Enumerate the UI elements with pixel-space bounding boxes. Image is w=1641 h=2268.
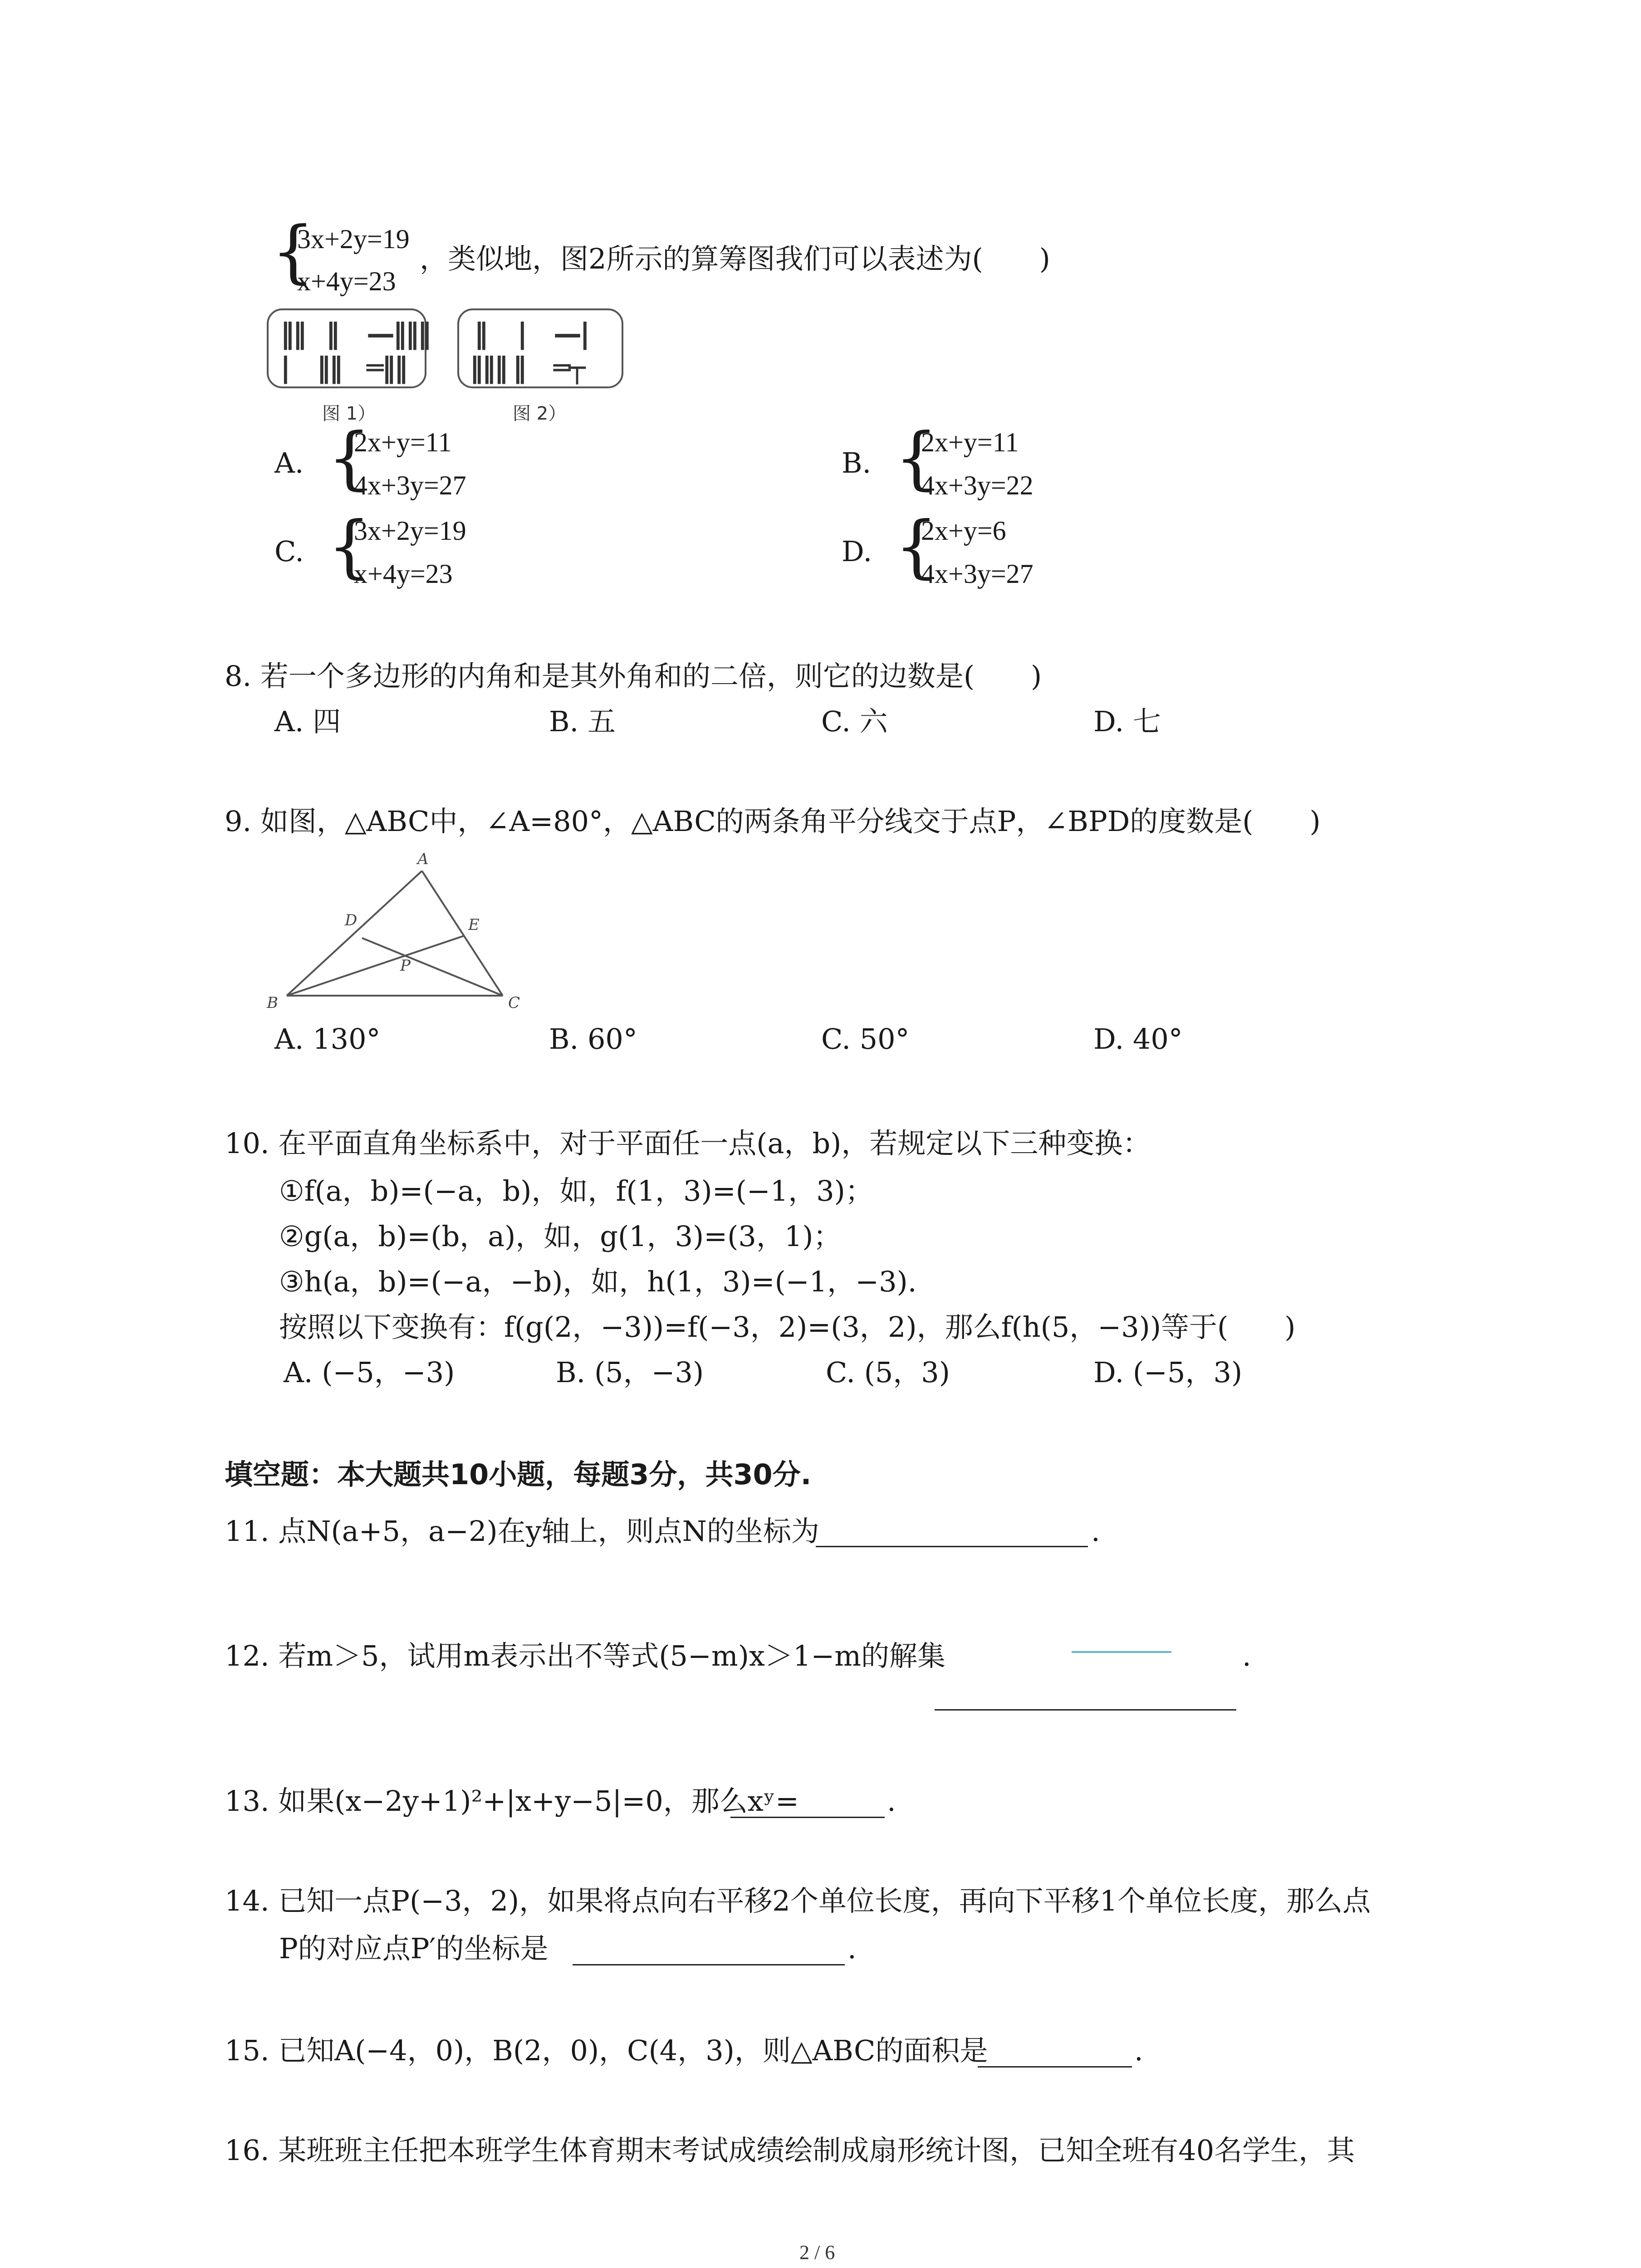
q7-option-d-eq1: 2x+y=6 [921,516,1006,546]
q9-option-d[interactable]: D. 40° [1093,1022,1183,1056]
q13-text: 13. 如果(x−2y+1)²+|x+y−5|=0，那么xʸ= [225,1784,799,1818]
q7-option-a-eq2: 4x+3y=27 [354,470,466,500]
q11-text: 11. 点N(a+5，a−2)在y轴上，则点N的坐标为 [225,1515,819,1548]
q13-answer-blank[interactable] [730,1817,885,1818]
fig2-rods-r2c2: ‖ [513,351,525,384]
q8-option-c[interactable]: C. 六 [821,705,888,738]
q8-stem: 8. 若一个多边形的内角和是其外角和的二倍，则它的边数是( ) [225,660,1042,693]
q7-option-d-eq2: 4x+3y=27 [921,559,1034,589]
q10-rule-f: ①f(a，b)=(−a，b)，如，f(1，3)=(−1，3)； [279,1174,873,1207]
q15-period: . [1134,2034,1143,2067]
label-b: B [267,994,278,1012]
q7-option-c-eq2: x+4y=23 [354,559,453,589]
label-p: P [400,957,411,975]
given-equation-1: 3x+2y=19 [297,224,410,254]
q12-period: . [1242,1639,1251,1672]
q14-period: . [847,1932,857,1965]
side-ab [287,871,422,996]
fig2-rods-r2c3: ═┬ [554,351,584,384]
q15-text: 15. 已知A(−4，0)，B(2，0)，C(4，3)，则△ABC的面积是 [225,2034,988,2067]
triangle-diagram [254,839,544,1016]
q10-rule-h: ③h(a，b)=(−a，−b)，如，h(1，3)=(−1，−3). [279,1265,917,1298]
fig1-rods-r2c3: ═‖‖ [367,351,407,384]
q10-option-b[interactable]: B. (5，−3) [556,1356,704,1389]
q14-line-2: P的对应点P′的坐标是 [279,1932,549,1965]
label-a: A [417,850,429,868]
q9-option-c[interactable]: C. 50° [821,1022,910,1056]
brace-symbol: { [895,419,938,498]
q9-stem: 9. 如图，△ABC中，∠A=80°，△ABC的两条角平分线交于点P，∠BPD的度数是( ) [225,805,1321,838]
q7-option-b-eq1: 2x+y=11 [921,427,1019,457]
q10-option-c[interactable]: C. (5，3) [826,1356,950,1389]
q7-option-a-eq1: 2x+y=11 [354,427,452,457]
q12-text: 12. 若m＞5，试用m表示出不等式(5−m)x＞1−m的解集 [225,1639,946,1672]
q7-option-d-letter[interactable]: D. [842,535,872,568]
fig2-rods-r1c1: ‖ [474,317,486,350]
figure-2-caption: 图 2） [513,403,567,424]
q8-option-a[interactable]: A. 四 [274,705,341,738]
q10-rule-g: ②g(a，b)=(b，a)，如，g(1，3)=(3，1)； [279,1220,842,1253]
q16-text: 16. 某班班主任把本班学生体育期末考试成绩绘制成扇形统计图，已知全班有40名学生，其 [225,2134,1355,2167]
fig1-rods-r1c1: ‖‖ [280,317,305,350]
label-d: D [345,911,358,929]
brace-symbol: { [328,507,371,586]
section-heading: 填空题：本大题共10小题，每题3分，共30分. [225,1458,812,1491]
q10-option-a[interactable]: A. (−5，−3) [284,1356,455,1389]
q7-option-b-eq2: 4x+3y=22 [921,470,1034,500]
fig1-rods-r2c1: | [280,351,289,384]
q11-answer-blank[interactable] [816,1546,1088,1547]
q14-answer-blank[interactable] [573,1964,845,1965]
bisector-be [287,936,464,996]
q7-option-a-letter[interactable]: A. [274,446,304,479]
q15-answer-blank[interactable] [978,2066,1132,2068]
q13-period: . [887,1784,896,1818]
q7-option-b-letter[interactable]: B. [842,446,872,479]
q14-line-1: 14. 已知一点P(−3，2)，如果将点向右平移2个单位长度，再向下平移1个单位长度，那么点 [225,1884,1371,1917]
fig1-rods-r2c2: ‖‖ [317,351,341,384]
label-e: E [468,916,480,934]
q10-stem: 10. 在平面直角坐标系中，对于平面任一点(a，b)，若规定以下三种变换： [225,1127,1151,1160]
side-ac [422,871,503,996]
q9-option-b[interactable]: B. 60° [549,1022,637,1056]
q11-period: . [1091,1515,1100,1548]
fig2-rods-r1c3: —| [554,317,588,350]
fig1-rods-r1c2: ‖ [326,317,338,350]
page-number: 2 / 6 [799,2241,835,2263]
brace-symbol: { [328,419,371,498]
figure-1-caption: 图 1） [322,403,376,424]
q9-option-a[interactable]: A. 130° [274,1022,381,1056]
q7-question-tail: ，类似地，图2所示的算筹图我们可以表述为( ) [420,242,1050,275]
fig2-rods-r2c1: ‖‖‖ [470,351,506,384]
q8-option-d[interactable]: D. 七 [1093,705,1161,738]
q10-instruction: 按照以下变换有：f(g(2，−3))=f(−3，2)=(3，2)，那么f(h(5，−3))等于( ) [279,1310,1296,1344]
fig2-rods-r1c2: | [517,317,526,350]
q10-option-d[interactable]: D. (−5，3) [1093,1356,1243,1389]
fig1-rods-r1c3: —‖‖‖ [367,317,430,350]
q7-option-c-letter[interactable]: C. [274,535,304,568]
q8-option-b[interactable]: B. 五 [549,705,616,738]
q12-highlight-mark [1072,1651,1171,1653]
brace-symbol: { [895,507,938,586]
q12-answer-blank[interactable] [935,1709,1236,1711]
q7-option-c-eq1: 3x+2y=19 [354,516,466,546]
brace-symbol: { [271,212,315,291]
given-equation-2: x+4y=23 [297,266,396,296]
label-c: C [508,994,520,1012]
